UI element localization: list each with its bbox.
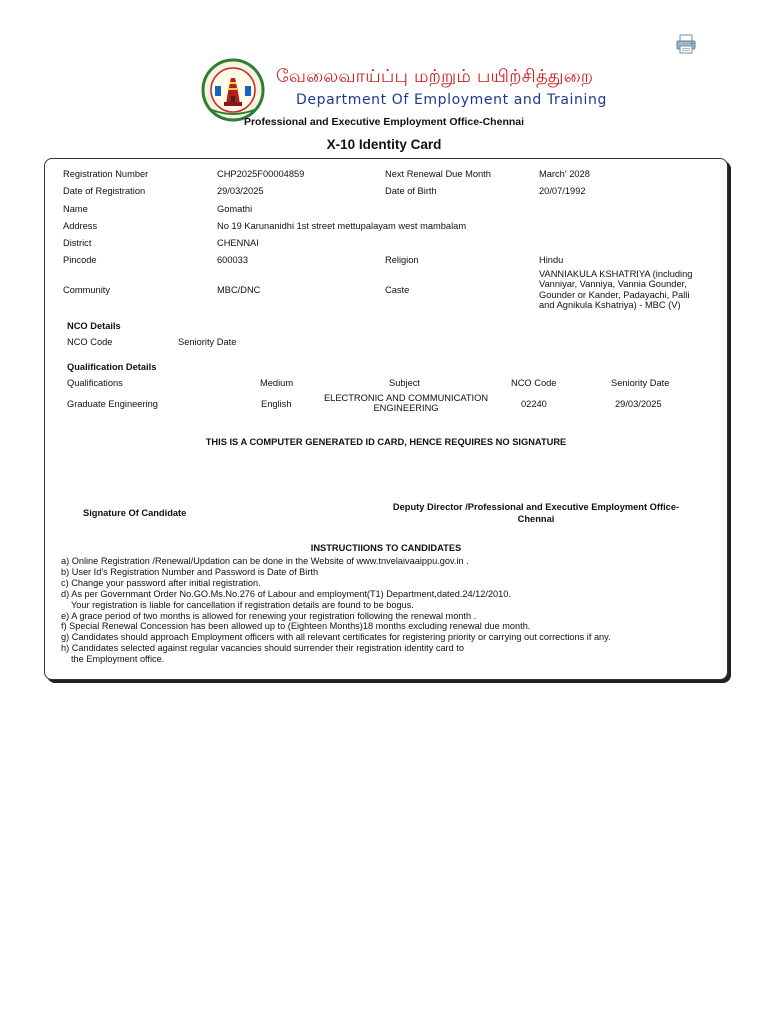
instruction-a: a) Online Registration /Renewal/Updation can be done in the Website of www.tnvelaivaaippu.gov.in . [61, 556, 469, 566]
nco-code-value: 02240 [521, 399, 547, 409]
tamil-nadu-emblem [200, 58, 270, 124]
instruction-c: c) Change your password after initial registration. [61, 577, 261, 588]
card-title: X-10 Identity Card [326, 137, 442, 152]
subject-header: Subject [389, 378, 421, 388]
community-label: Community [63, 285, 111, 295]
name-label: Name [63, 204, 88, 214]
instruction-b: b) User Id's Registration Number and Password is Date of Birth [61, 566, 319, 577]
caste-label: Caste [385, 285, 410, 295]
instructions-list [61, 556, 711, 665]
registration-number-label: Registration Number [63, 169, 149, 179]
nco-code-label: NCO Code [67, 337, 113, 347]
officer-signature-label: Deputy Director /Professional and Executive Employment Office-Chennai [392, 502, 680, 524]
instruction-e: e) A grace period of two months is allowed for renewing your registration following the renewal month . [61, 610, 477, 621]
community-value: MBC/DNC [217, 285, 261, 295]
date-of-birth-label: Date of Birth [385, 186, 437, 196]
religion-value: Hindu [539, 255, 564, 265]
no-signature-notice: THIS IS A COMPUTER GENERATED ID CARD, HENCE REQUIRES NO SIGNATURE [205, 437, 567, 447]
name-value: Gomathi [217, 204, 253, 214]
instruction-h-continued: the Employment office. [71, 654, 165, 665]
registration-number-value: CHP2025F00004859 [217, 169, 305, 179]
nco-code-header: NCO Code [511, 378, 557, 388]
instruction-f: f) Special Renewal Concession has been allowed up to (Eighteen Months)18 months excluding renewal due month. [61, 621, 531, 632]
qualification-value: Graduate Engineering [67, 399, 158, 409]
address-label: Address [63, 221, 98, 231]
instruction-d-continued: Your registration is liable for cancellation if registration details are found to be bogus. [71, 599, 414, 610]
religion-label: Religion [385, 255, 419, 265]
candidate-signature-label: Signature Of Candidate [83, 508, 187, 518]
printer-icon[interactable] [675, 33, 697, 55]
district-label: District [63, 238, 92, 248]
district-value: CHENNAI [217, 238, 259, 248]
instruction-g: g) Candidates should approach Employment officers with all relevant certificates for registering priority or carrying out corrections if any. [61, 632, 611, 643]
address-value: No 19 Karunanidhi 1st street mettupalayam west mambalam [217, 221, 467, 231]
instruction-d: d) As per Governmant Order No.GO.Ms.No.276 of Labour and employment(T1) Department,dated.24/12/2010. [61, 588, 511, 599]
next-renewal-value: March' 2028 [539, 169, 590, 179]
department-title: Department Of Employment and Training [296, 92, 607, 108]
medium-header: Medium [260, 378, 294, 388]
identity-card [44, 158, 728, 680]
date-of-birth-value: 20/07/1992 [539, 186, 586, 196]
medium-value: English [261, 399, 292, 409]
qualification-details-heading: Qualification Details [67, 362, 157, 372]
pincode-value: 600033 [217, 255, 249, 265]
date-of-registration-value: 29/03/2025 [217, 186, 264, 196]
pincode-label: Pincode [63, 255, 97, 265]
instructions-heading: INSTRUCTIIONS TO CANDIDATES [310, 543, 462, 553]
seniority-date-value: 29/03/2025 [615, 399, 662, 409]
nco-seniority-label: Seniority Date [178, 337, 237, 347]
seniority-date-header: Seniority Date [611, 378, 670, 388]
instruction-h: h) Candidates selected against regular vacancies should surrender their registration identity card to [61, 643, 464, 654]
caste-value: VANNIAKULA KSHATRIYA (including Vanniyar, Vanniya, Vannia Gounder, Gounder or Kander, Padayachi, Palli and Agnikula Kshatriya) - MBC (V) [539, 269, 693, 310]
date-of-registration-label: Date of Registration [63, 186, 146, 196]
office-subtitle: Professional and Executive Employment Office-Chennai [243, 116, 525, 128]
nco-details-heading: NCO Details [67, 321, 121, 331]
next-renewal-label: Next Renewal Due Month [385, 169, 491, 179]
department-tamil-title: வேலைவாய்ப்பு மற்றும் பயிற்சித்துறை [276, 66, 594, 87]
qualifications-header: Qualifications [67, 378, 123, 388]
subject-value: ELECTRONIC AND COMMUNICATION ENGINEERING [323, 393, 489, 413]
